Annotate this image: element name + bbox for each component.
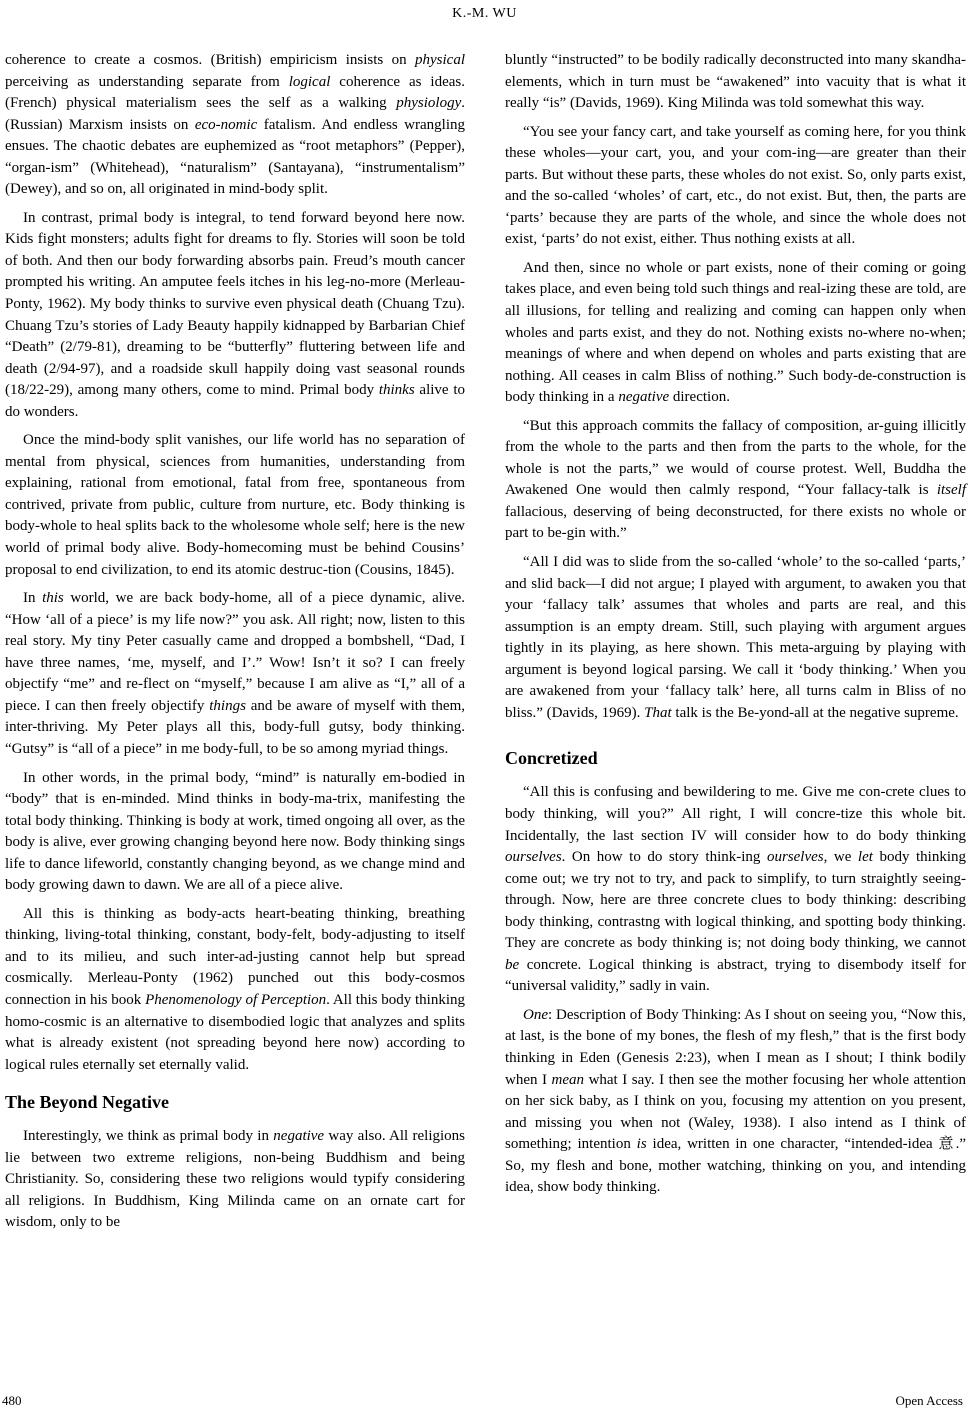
paragraph: Once the mind-body split vanishes, our life world has no separation of mental from physical, sciences from humanities, understanding from explaining, rational from emotional, fatal from free, spontaneous from contrived, private from public, culture from nurture, etc. Body thinking is body-whole to heal splits back to the wholesome whole self; here is the new world of primal body alive. Body-homecoming must be behind Cousins’ proposal to end civilization, to end its atomic destruc-tion (Cousins, 1845). xyxy=(5,432,465,578)
emphasis: thinks xyxy=(378,382,415,399)
emphasis: let xyxy=(857,849,873,866)
left-column xyxy=(5,50,465,1234)
emphasis: negative xyxy=(618,389,670,406)
section-heading: The Beyond Negative xyxy=(5,1092,169,1113)
emphasis: ourselves xyxy=(505,849,562,866)
paragraph: “But this approach commits the fallacy of composition, ar-guing illicitly from the whole to the parts and then from the parts to the whole, for the whole is not the parts,” we would of course protest. Well, Buddha the Awakened One would then calmly respond, “Your fallacy-talk is itself fallacious, deserving of being deconstructed, for there exists no whole or part to be-gin with.” xyxy=(505,417,966,542)
emphasis: That xyxy=(644,704,672,721)
running-head: K.-M. WU xyxy=(452,6,517,21)
paragraph: “All this is confusing and bewildering to me. Give me con-crete clues to body thinking, will you?” All right, I will concre-tize this whole bit. Incidentally, the last section IV will consider how to do body thinking ourselves. On how to do story think-ing ourselves, we let body thinking come out; we try not to try, and pack to simplify, to turn straightly seeing-through. Now, here are three concrete clues to body thinking: describing body thinking, contrastng with logical thinking, and spotting body thinking. They are concrete as body thinking is; not doing body thinking, we cannot be concrete. Logical thinking is abstract, trying to disembody itself for “universal validity,” sadly in vain. xyxy=(505,784,966,995)
emphasis: physiology xyxy=(396,95,462,112)
paragraph: coherence to create a cosmos. (British) empiricism insists on physical perceiving as understanding separate from logical coherence as ideas. (French) physical materialism sees the self as a walking physiology. (Russian) Marxism insists on eco-nomic fatalism. And endless wrangling ensues. The chaotic debates are euphemized as “root metaphors” (Pepper), “organ-ism” (Whitehead), “naturalism” (Santayana), “instrumentalism” (Dewey), and so on, all originated in mind-body split. xyxy=(5,52,465,198)
emphasis: ourselves xyxy=(766,849,824,866)
emphasis: eco-nomic xyxy=(194,116,258,133)
paragraph: In this world, we are back body-home, all of a piece dynamic, alive. “How ‘all of a piece’ is my life now?” you ask. All right; now, listen to this real story. My tiny Peter casually came and dropped a bombshell, “Dad, I have three names, ‘me, myself, and I’.” Wow! Isn’t it so? I can freely objectify “me” and re-flect on “myself,” because I am alive as “I,” all of a piece. I can then freely objectify things and be aware of myself with them, inter-thriving. My Peter plays all this, body-full gutsy, body thinking. “Gutsy” is “all of a piece” in me body-full, to be so among myriad things. xyxy=(5,590,465,757)
publisher-label: Open Access xyxy=(895,1393,963,1408)
paragraph: In other words, in the primal body, “mind” is naturally em-bodied in “body” that is en-minded. Mind thinks in body-ma-trix, manifesting the total body thinking. Thinking is body at work, timed ongoing all over, as the body is alive, ever growing changing beyond here now. Body thinking sings life to dance lifeworld, constantly changing beyond, as we change mind and body growing dawn to dawn. We are all of a piece alive. xyxy=(5,769,465,894)
emphasis: this xyxy=(42,590,64,607)
paragraph: “You see your fancy cart, and take yourself as coming here, for you think these wholes—your cart, you, and your com-ing—are greater than their parts. But without these parts, these wholes do not exist. So, only parts exist, and the so-called ‘wholes’ of cart, etc., do not exist. But, then, the parts are ‘parts’ because they are parts of the whole, and since the whole does not exist, ‘parts’ do not exist, either. Thus nothing exists at all. xyxy=(505,123,966,248)
section-heading: Concretized xyxy=(505,748,598,769)
right-column xyxy=(505,50,966,1199)
emphasis: is xyxy=(636,1136,647,1153)
emphasis: mean xyxy=(551,1071,585,1088)
paragraph: bluntly “instructed” to be bodily radically deconstructed into many skandha-elements, which in turn must be “awakened” into vacuity that is what it really “is” (Davids, 1969). King Milinda was told somewhat this way. xyxy=(505,52,966,112)
emphasis: itself xyxy=(936,482,966,499)
emphasis: Phenomenology of Perception xyxy=(145,991,327,1008)
emphasis: physical xyxy=(415,52,465,68)
paragraph: All this is thinking as body-acts heart-beating thinking, breathing thinking, living-total thinking, constant, body-felt, body-adjusting to itself and to its milieu, and such inter-ad-justing cannot help but spread cosmically. Merleau-Ponty (1962) punched out this body-cosmos connection in his book Phenomenology of Perception. All this body thinking homo-cosmic is an alternative to disembodied logic that analyzes and splits what is already existent (not spreading beyond here now) according to logical rules eternally set eternally valid. xyxy=(5,905,465,1073)
paragraph: And then, since no whole or part exists, none of their coming or going takes place, and even being told such things and real-izing these are told, are all illusions, for telling and realizing and coming can happen only when wholes and parts exist, and they do not. Nothing exists no-where no-when; meanings of where and when depend on wholes and parts existing that are nothing. All ceases in calm Bliss of nothing.” Such body-de-construction is body thinking in a negative direction. xyxy=(505,259,966,406)
emphasis: One xyxy=(523,1006,548,1023)
emphasis: things xyxy=(209,697,246,714)
paragraph: One: Description of Body Thinking: As I shout on seeing you, “Now this, at last, is the bone of my bones, the flesh of my flesh,” that is the first body thinking in Eden (Genesis 2:23), when I mean as I shout; I think bodily when I mean what I say. I then see the mother focusing her whole attention on her sick baby, as I think on you, focusing my attention on you present, and missing you when not (Waley, 1938). I also intend as I think of something; intention is idea, written in one character, “intended-idea 意.” So, my flesh and bone, mother watching, thinking on you, and intending idea, show body thinking. xyxy=(505,1006,966,1196)
emphasis: negative xyxy=(273,1128,325,1145)
paragraph: In contrast, primal body is integral, to tend forward beyond here now. Kids fight monsters; adults fight for dreams to fly. Stories will soon be told of both. And then our body forwarding absorbs pain. Freud’s mouth cancer prompted his writing. An amputee feels itches in his leg-no-more (Merleau-Ponty, 1962). My body thinks to survive even physical death (Chuang Tzu). Chuang Tzu’s stories of Lady Beauty happily kidnapped by Barbarian Chief “Death” (2/79-81), dreaming to be “butterfly” fluttering between life and death (2/94-97), and a roadside skull happily doing vast seasonal rounds (18/22-29), among many others, come to mind. Primal body thinks alive to do wonders. xyxy=(5,209,465,420)
emphasis: logical xyxy=(288,73,331,90)
paragraph: “All I did was to slide from the so-called ‘whole’ to the so-called ‘parts,’ and slid back—I did not argue; I played with argument, to awaken you that your ‘fallacy talk’ assumes that wholes and parts are real, and this assumption is an empty dream. Still, such playing with argument argues tightly in its playing, as here shown. This meta-arguing by playing with argument is beyond logical parsing. We call it ‘body thinking.’ When you are awakened from your ‘fallacy talk’ here, all turns calm in Bliss of no bliss.” (Davids, 1969). That talk is the Be-yond-all at the negative supreme. xyxy=(505,554,966,721)
paragraph: Interestingly, we think as primal body in negative way also. All religions lie between two extreme religions, non-being Buddhism and being Christianity. So, considering these two religions would typify considering all religions. In Buddhism, King Milinda came on an ornate cart for wisdom, only to be xyxy=(5,1128,465,1231)
page-number: 480 xyxy=(2,1393,22,1408)
emphasis: be xyxy=(505,956,520,973)
